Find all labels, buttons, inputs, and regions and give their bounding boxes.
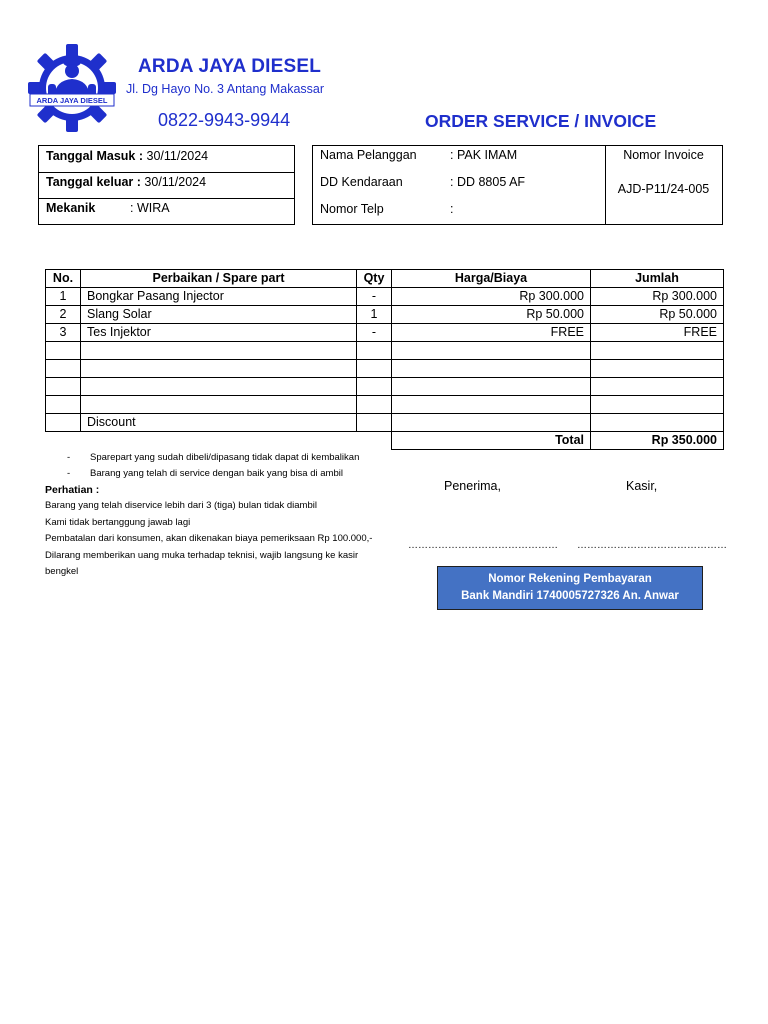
total-value: Rp 350.000 bbox=[591, 432, 724, 450]
discount-label: Discount bbox=[81, 414, 357, 432]
row-jumlah: FREE bbox=[591, 324, 724, 342]
penerima-signature-line: ……………………………………… bbox=[408, 540, 558, 551]
note-line: Barang yang telah diservice lebih dari 3 (tiga) bulan tidak diambil bbox=[45, 500, 317, 511]
header-harga: Harga/Biaya bbox=[392, 270, 591, 288]
note-line: Dilarang memberikan uang muka terhadap teknisi, wajib langsung ke kasir bengkel bbox=[45, 549, 359, 577]
items-table bbox=[45, 269, 724, 450]
note-bullet: - Barang yang telah di service dengan baik yang bisa di ambil bbox=[67, 468, 343, 479]
row-harga: FREE bbox=[392, 324, 591, 342]
invoice-number: AJD-P11/24-005 bbox=[617, 182, 710, 196]
row-no: 1 bbox=[46, 288, 81, 306]
tanggal-masuk-row bbox=[39, 146, 294, 173]
table-row bbox=[46, 288, 724, 306]
notes-section bbox=[45, 450, 390, 581]
tanggal-keluar-value: 30/11/2024 bbox=[144, 175, 207, 189]
nama-pelanggan-label: Nama Pelanggan bbox=[320, 148, 417, 162]
company-logo bbox=[28, 44, 116, 132]
mekanik-value: : WIRA bbox=[130, 201, 170, 215]
bank-account-box bbox=[437, 566, 703, 610]
invoice-label: Nomor Invoice bbox=[623, 148, 704, 162]
table-row-empty bbox=[46, 396, 724, 414]
table-row bbox=[46, 324, 724, 342]
note-bullet-text: Sparepart yang sudah dibeli/dipasang tidak dapat di kembalikan bbox=[90, 452, 360, 463]
company-name: ARDA JAYA DIESEL bbox=[138, 56, 322, 77]
row-qty: - bbox=[357, 324, 392, 342]
table-row-empty bbox=[46, 342, 724, 360]
customer-info-box bbox=[312, 145, 723, 225]
bank-title: Nomor Rekening Pembayaran bbox=[488, 573, 652, 585]
table-header-row bbox=[46, 270, 724, 288]
telp-value: : bbox=[450, 202, 454, 216]
note-bullet: - Sparepart yang sudah dibeli/dipasang tidak dapat di kembalikan bbox=[67, 452, 360, 463]
total-label: Total bbox=[392, 432, 591, 450]
nama-pelanggan-value: : PAK IMAM bbox=[450, 148, 518, 162]
header-item: Perbaikan / Spare part bbox=[81, 270, 357, 288]
row-no: 3 bbox=[46, 324, 81, 342]
note-line: Kami tidak bertanggung jawab lagi bbox=[45, 516, 191, 528]
kasir-signature-line: ……………………………………… bbox=[577, 540, 727, 551]
kendaraan-value: : DD 8805 AF bbox=[450, 175, 526, 189]
row-item: Slang Solar bbox=[81, 306, 357, 324]
row-jumlah: Rp 50.000 bbox=[591, 306, 724, 324]
telp-label: Nomor Telp bbox=[320, 202, 384, 216]
tanggal-keluar-row bbox=[39, 172, 294, 199]
table-row-empty bbox=[46, 378, 724, 396]
kendaraan-label: DD Kendaraan bbox=[320, 175, 403, 189]
table-row bbox=[46, 306, 724, 324]
tanggal-masuk-label: Tanggal Masuk : bbox=[46, 149, 144, 163]
tanggal-masuk-value: 30/11/2024 bbox=[146, 149, 209, 163]
total-row bbox=[46, 432, 724, 450]
penerima-label: Penerima, bbox=[444, 479, 501, 493]
row-item: Tes Injektor bbox=[81, 324, 357, 342]
service-info-box bbox=[38, 145, 295, 225]
row-harga: Rp 300.000 bbox=[392, 288, 591, 306]
discount-row bbox=[46, 414, 724, 432]
row-harga: Rp 50.000 bbox=[392, 306, 591, 324]
row-item: Bongkar Pasang Injector bbox=[81, 288, 357, 306]
row-qty: 1 bbox=[357, 306, 392, 324]
logo-text: ARDA JAYA DIESEL bbox=[36, 96, 108, 105]
row-no: 2 bbox=[46, 306, 81, 324]
note-line: Pembatalan dari konsumen, akan dikenakan biaya pemeriksaan Rp 100.000,- bbox=[45, 533, 373, 544]
perhatian-label: Perhatian : bbox=[45, 484, 100, 496]
row-jumlah: Rp 300.000 bbox=[591, 288, 724, 306]
row-qty: - bbox=[357, 288, 392, 306]
kasir-label: Kasir, bbox=[626, 479, 658, 493]
header-jumlah: Jumlah bbox=[591, 270, 724, 288]
header-qty: Qty bbox=[357, 270, 392, 288]
table-row-empty bbox=[46, 360, 724, 378]
mekanik-row bbox=[39, 198, 294, 224]
document-title: ORDER SERVICE / INVOICE bbox=[425, 111, 657, 131]
bank-account: Bank Mandiri 1740005727326 An. Anwar bbox=[461, 590, 679, 602]
header-no: No. bbox=[46, 270, 81, 288]
company-phone: 0822-9943-9944 bbox=[158, 110, 291, 130]
tanggal-keluar-label: Tanggal keluar : bbox=[46, 175, 141, 189]
mekanik-label: Mekanik bbox=[46, 201, 96, 215]
company-address: Jl. Dg Hayo No. 3 Antang Makassar bbox=[126, 82, 325, 96]
note-bullet-text: Barang yang telah di service dengan baik yang bisa di ambil bbox=[90, 468, 343, 479]
